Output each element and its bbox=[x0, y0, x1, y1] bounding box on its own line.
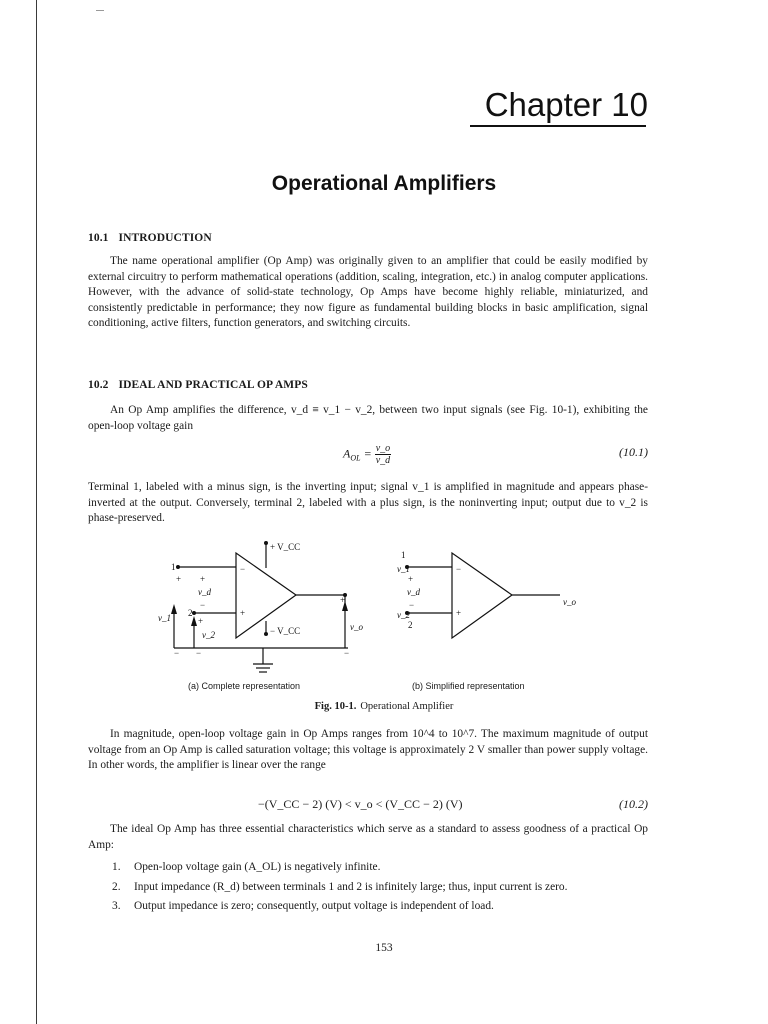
minus-sign: − bbox=[200, 600, 206, 610]
noninverting-plus: + bbox=[240, 608, 246, 618]
section-number: 10.2 bbox=[88, 379, 109, 391]
figure-caption-a: (a) Complete representation bbox=[188, 681, 301, 691]
chapter-title: Operational Amplifiers bbox=[271, 172, 497, 195]
vo-label-b: v_o bbox=[563, 597, 576, 607]
equation-number: (10.1) bbox=[619, 445, 648, 459]
paragraph-difference bbox=[88, 403, 648, 434]
paragraph-ideal bbox=[88, 822, 648, 853]
v1-label-b: v_1 bbox=[397, 564, 410, 574]
op-amp-figure bbox=[150, 538, 590, 688]
inverting-minus: − bbox=[240, 564, 246, 574]
paragraph-terminals bbox=[88, 480, 648, 527]
v2-label: v_2 bbox=[202, 630, 215, 640]
scan-mark bbox=[96, 10, 104, 11]
list-item: 3. Output impedance is zero; consequently, output voltage is independent of load. bbox=[112, 900, 494, 912]
ideal-text: The ideal Op Amp has three essential characteristics which serve as a standard to assess goodness of a practical Op Amp: bbox=[88, 823, 648, 851]
v2-label-b: v_2 bbox=[397, 610, 410, 620]
figure-title bbox=[0, 701, 768, 712]
v1-label: v_1 bbox=[158, 613, 171, 623]
section-heading-10-1 bbox=[88, 232, 212, 244]
intro-paragraph bbox=[88, 254, 648, 332]
terminal-2-label-b: 2 bbox=[408, 620, 413, 630]
chapter-rule bbox=[470, 125, 646, 127]
eq1-expression: $A_{OL}$ = $\frac{v\_o}{v\_d}$ bbox=[343, 443, 391, 466]
eq2-expression: −(V_CC − 2) (V) < v_o < (V_CC − 2) (V) bbox=[258, 797, 463, 811]
chapter-heading: Chapter 10 bbox=[484, 86, 648, 123]
terminal-1-label-b: 1 bbox=[401, 550, 406, 560]
plus-sign: + bbox=[176, 574, 182, 584]
page-number: 153 bbox=[375, 942, 393, 954]
minus-sign: − bbox=[344, 648, 350, 658]
list-item: 1. Open-loop voltage gain (A_OL) is negatively infinite. bbox=[112, 861, 381, 873]
section-number: 10.1 bbox=[88, 232, 109, 244]
list-item: 2. Input impedance (R_d) between terminals 1 and 2 is infinitely large; thus, input current is zero. bbox=[112, 880, 568, 893]
eq1-fraction: $\frac{v\_o}{v\_d}$ bbox=[375, 443, 391, 466]
terminal-1-label: 1 bbox=[171, 562, 176, 572]
vd-label-b: v_d bbox=[407, 587, 420, 597]
inverting-minus-b: − bbox=[456, 564, 462, 574]
terminals-text: Terminal 1, labeled with a minus sign, is the inverting input; signal v_1 is amplified in magnitude and appears phase-inverted at the output. Conversely, terminal 2, labeled with a plus sign, is the noninverting input; output due to v_2 is phase-preserved. bbox=[88, 481, 648, 524]
plus-sign: + bbox=[408, 574, 414, 584]
plus-sign: + bbox=[340, 595, 346, 605]
terminal-2-label: 2 bbox=[188, 608, 193, 618]
gain-range-text: In magnitude, open-loop voltage gain in Op Amps ranges from 10^4 to 10^7. The maximum magnitude of output voltage from an Op Amp is called saturation voltage; this voltage is approximately 2 V smaller than power supply voltage. In other words, the amplifier is linear over the range bbox=[88, 728, 648, 771]
vd-label: v_d bbox=[198, 587, 211, 597]
paragraph-gain-range bbox=[88, 727, 648, 774]
vcc-negative-label: − V_CC bbox=[270, 626, 301, 636]
minus-sign: − bbox=[196, 648, 202, 658]
noninverting-plus-b: + bbox=[456, 608, 462, 618]
intro-text: The name operational amplifier (Op Amp) was originally given to an amplifier that could be easily modified by external circuitry to perform mathematical operations (addition, scaling, integration, etc.) in analog computer applications. However, with the advance of solid-state technology, Op Amps have become highly reliable, miniaturized, and consistently predictable in performance; they now figure as fundamental building blocks in basic amplification, signal conditioning, active filters, function generators, and switching circuits. bbox=[88, 255, 648, 329]
minus-sign: − bbox=[174, 648, 180, 658]
figure-label: Fig. 10-1. bbox=[314, 701, 357, 712]
minus-sign: − bbox=[409, 600, 415, 610]
figure-caption-b: (b) Simplified representation bbox=[412, 681, 525, 691]
difference-text: An Op Amp amplifies the difference, v_d ≡ v_1 − v_2, between two input signals (see Fig. 10-1), exhibiting the open-loop voltage gain bbox=[88, 404, 648, 432]
section-title: IDEAL AND PRACTICAL OP AMPS bbox=[118, 379, 308, 391]
equation-number: (10.2) bbox=[619, 797, 648, 811]
plus-sign: + bbox=[200, 574, 206, 584]
plus-sign: + bbox=[198, 616, 204, 626]
scan-edge-line bbox=[36, 0, 37, 1024]
section-title: INTRODUCTION bbox=[118, 232, 212, 244]
figure-name: Operational Amplifier bbox=[360, 701, 454, 712]
characteristics-list bbox=[112, 860, 652, 919]
vo-label-a: v_o bbox=[350, 622, 363, 632]
section-heading-10-2 bbox=[88, 379, 308, 391]
vcc-positive-label: + V_CC bbox=[270, 542, 301, 552]
